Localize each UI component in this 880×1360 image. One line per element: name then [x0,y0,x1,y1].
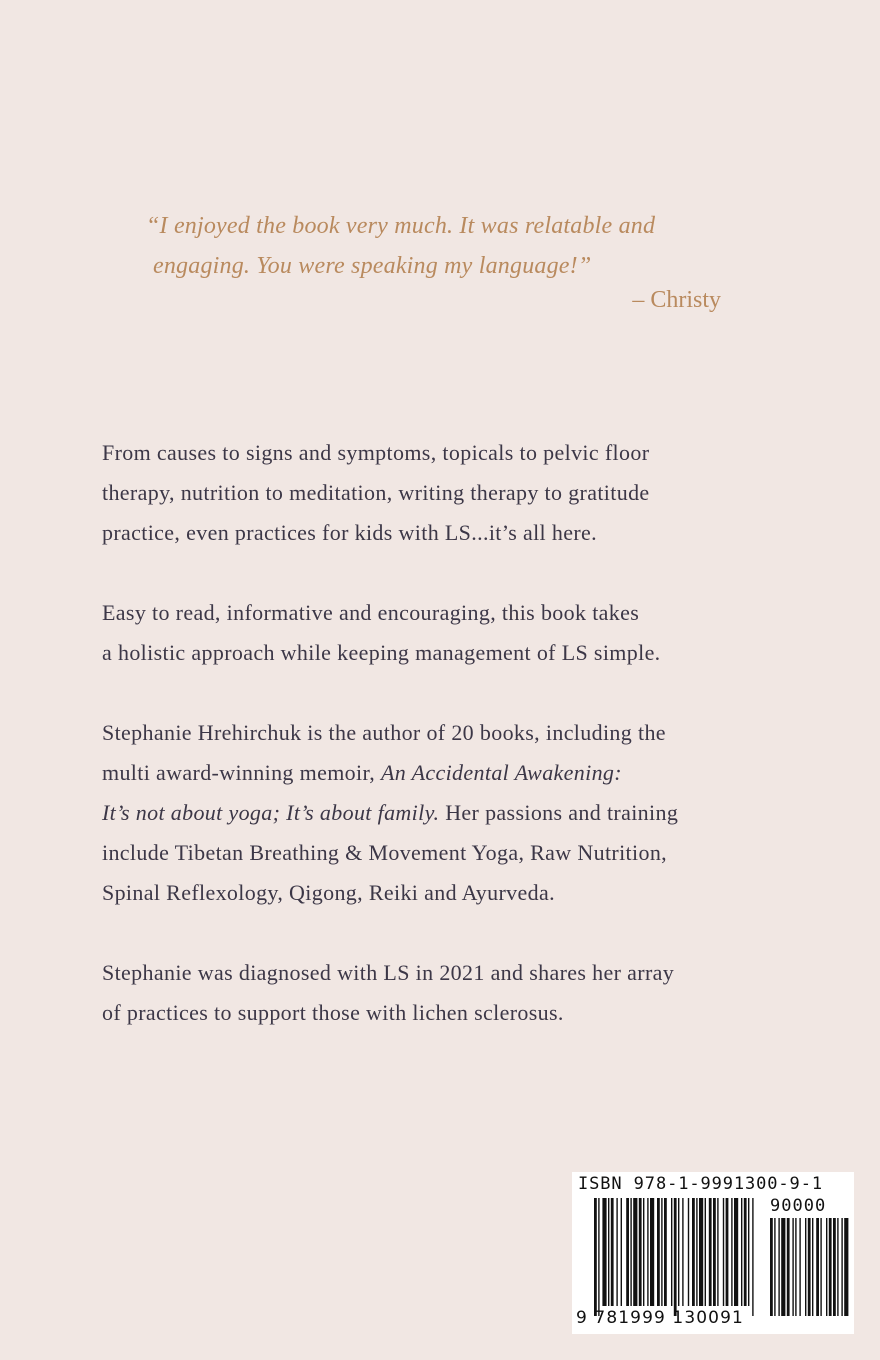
barcode-bar [661,1198,662,1306]
isbn-label: ISBN 978-1-9991300-9-1 [578,1174,823,1194]
barcode-bar [598,1198,599,1316]
barcode-bar [748,1198,749,1306]
barcode-bar [820,1218,821,1316]
barcode-bar [696,1198,697,1306]
barcode-bar [837,1218,838,1316]
barcode-bar [799,1218,800,1316]
text-segment: multi award-winning memoir, [102,760,381,785]
book-title-part-2: It’s not about yoga; It’s about family. [102,800,440,825]
barcode-bar [717,1198,718,1306]
diagnosis-paragraph [102,953,802,1033]
barcode-bar [808,1218,811,1316]
barcode-bar [816,1218,819,1316]
barcode-bar [626,1198,629,1306]
barcode-bar [826,1218,827,1316]
text-line: practice, even practices for kids with LS...it’s all here. [102,520,597,545]
barcode-bar [734,1198,738,1306]
barcode-bar [752,1198,753,1316]
barcode-bar [699,1198,703,1306]
text-line: include Tibetan Breathing & Movement Yoga, Raw Nutrition, [102,840,668,865]
barcode-bar [643,1198,644,1306]
description-paragraph-2 [102,593,802,673]
text-line: Stephanie was diagnosed with LS in 2021 and shares her array [102,960,675,985]
quote-line-2: engaging. You were speaking my language!” [153,253,592,279]
text-line: a holistic approach while keeping management of LS simple. [102,640,661,665]
barcode-bar [841,1218,842,1316]
barcode-bar [630,1198,631,1306]
barcode-bar [829,1218,832,1316]
barcode-bar [639,1198,642,1306]
barcode-bar [688,1198,689,1306]
barcode-bar [608,1198,609,1306]
barcode-bar [787,1218,790,1316]
barcode-bar [674,1198,677,1316]
barcode-bar [616,1198,617,1306]
barcode-bar [731,1198,732,1306]
barcode-bar [726,1198,729,1306]
testimonial-quote [146,206,746,320]
barcode-bar [741,1198,742,1306]
barcode-bar [774,1218,775,1316]
barcode-bar [770,1218,773,1316]
text-line [102,753,802,793]
barcode-bar [664,1198,667,1306]
quote-line-1: “I enjoyed the book very much. It was relatable and [146,213,656,239]
barcode-bar [778,1218,779,1316]
barcode-bar [633,1198,637,1306]
isbn-number: 9 781999 130091 [576,1308,744,1328]
barcode-bar [594,1198,597,1316]
barcode-bar [621,1198,622,1306]
barcode-bar [844,1218,848,1316]
text-line [102,793,802,833]
author-bio-paragraph [102,713,802,913]
barcode-bar [795,1218,796,1316]
barcode-bar [671,1198,672,1306]
barcode-bar [709,1198,712,1306]
barcode-bar [650,1198,654,1306]
book-title-part-1: An Accidental Awakening: [380,760,622,785]
text-segment: Her passions and training [439,800,679,825]
text-line: Spinal Reflexology, Qigong, Reiki and Ayurveda. [102,880,555,905]
barcode-bar [682,1198,683,1306]
barcode-bar [647,1198,648,1306]
barcode-bar [611,1198,614,1306]
barcode-bar [833,1218,836,1316]
description-paragraph-1 [102,433,802,553]
quote-attribution: – Christy [632,287,721,313]
barcode-bar [678,1198,679,1306]
price-code: 90000 [770,1196,827,1216]
text-line: Stephanie Hrehirchuk is the author of 20 books, including the [102,720,666,745]
barcode-bar [657,1198,660,1306]
barcode-bar [602,1198,606,1306]
barcode-bar [744,1198,747,1306]
text-line: therapy, nutrition to meditation, writing therapy to gratitude [102,480,650,505]
barcode-bar [812,1218,813,1316]
barcode-bar [781,1218,785,1316]
barcode-bar [792,1218,793,1316]
text-line: Easy to read, informative and encouraging, this book takes [102,600,640,625]
isbn-barcode [572,1172,854,1334]
barcode-bar [705,1198,706,1306]
text-line: From causes to signs and symptoms, topicals to pelvic floor [102,440,650,465]
text-line: of practices to support those with lichen sclerosus. [102,1000,564,1025]
barcode-bar [805,1218,806,1316]
barcode-bar [713,1198,716,1306]
barcode-bar [723,1198,724,1306]
barcode-bar [692,1198,695,1306]
